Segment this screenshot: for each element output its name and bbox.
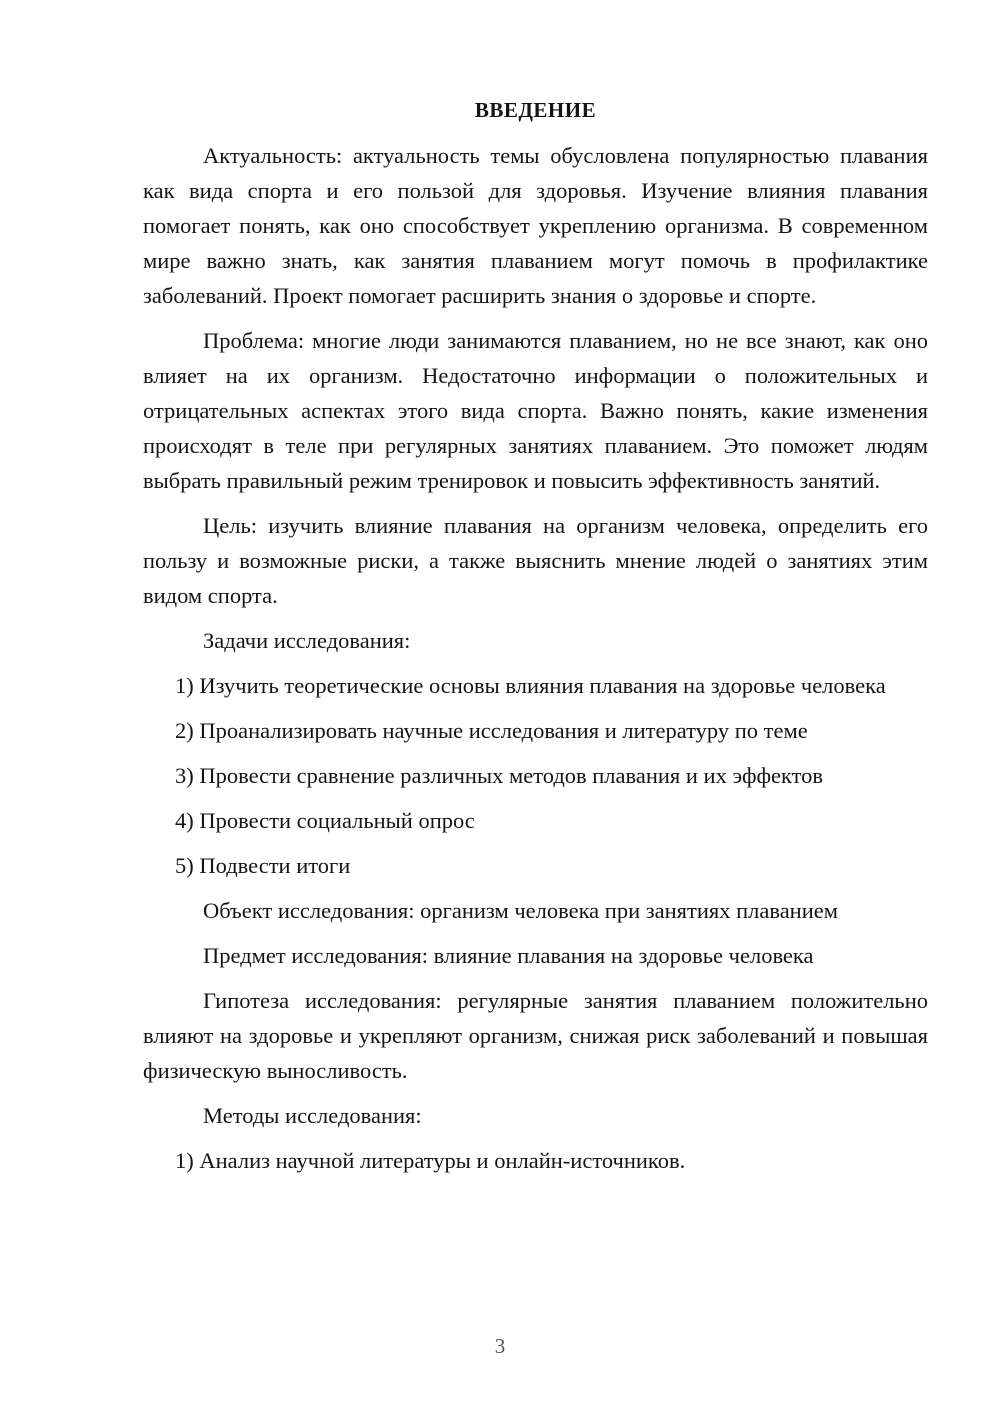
methods-heading: Методы исследования:	[203, 1103, 422, 1128]
tasks-heading: Задачи исследования:	[203, 628, 411, 653]
task-item-2: 2) Проанализировать научные исследования и литературу по теме	[175, 718, 808, 743]
task-item-5: 5) Подвести итоги	[175, 853, 351, 878]
subject-line: Предмет исследования: влияние плавания на здоровье человека	[203, 943, 814, 968]
goal-paragraph: Цель: изучить влияние плавания на организм человека, определить его пользу и возможные риски, а также выяснить мнение людей о занятиях этим видом спорта.	[143, 513, 928, 608]
task-item-4: 4) Провести социальный опрос	[175, 808, 475, 833]
object-line: Объект исследования: организм человека при занятиях плаванием	[203, 898, 838, 923]
section-title: ВВЕДЕНИЕ	[474, 98, 597, 122]
hypothesis-paragraph: Гипотеза исследования: регулярные занятия плаванием положительно влияют на здоровье и укрепляют организм, снижая риск заболеваний и повышая физическую выносливость.	[143, 988, 928, 1083]
page-content	[143, 93, 928, 1188]
task-item-3: 3) Провести сравнение различных методов плавания и их эффектов	[175, 763, 824, 788]
page-number: 3	[494, 1334, 506, 1358]
method-item-1: 1) Анализ научной литературы и онлайн-источников.	[175, 1148, 686, 1173]
problem-paragraph: Проблема: многие люди занимаются плаванием, но не все знают, как оно влияет на их организм. Недостаточно информации о положительных и отрицательных аспектах этого вида спорта. Важно понять, какие изменения происходят в теле при регулярных занятиях плаванием. Это поможет людям выбрать правильный режим тренировок и повысить эффективность занятий.	[143, 328, 928, 493]
task-item-1: 1) Изучить теоретические основы влияния плавания на здоровье человека	[175, 673, 886, 698]
relevance-paragraph: Актуальность: актуальность темы обусловлена популярностью плавания как вида спорта и его пользой для здоровья. Изучение влияния плавания помогает понять, как оно способствует укреплению организма. В современном мире важно знать, как занятия плаванием могут помочь в профилактике заболеваний. Проект помогает расширить знания о здоровье и спорте.	[143, 143, 928, 308]
